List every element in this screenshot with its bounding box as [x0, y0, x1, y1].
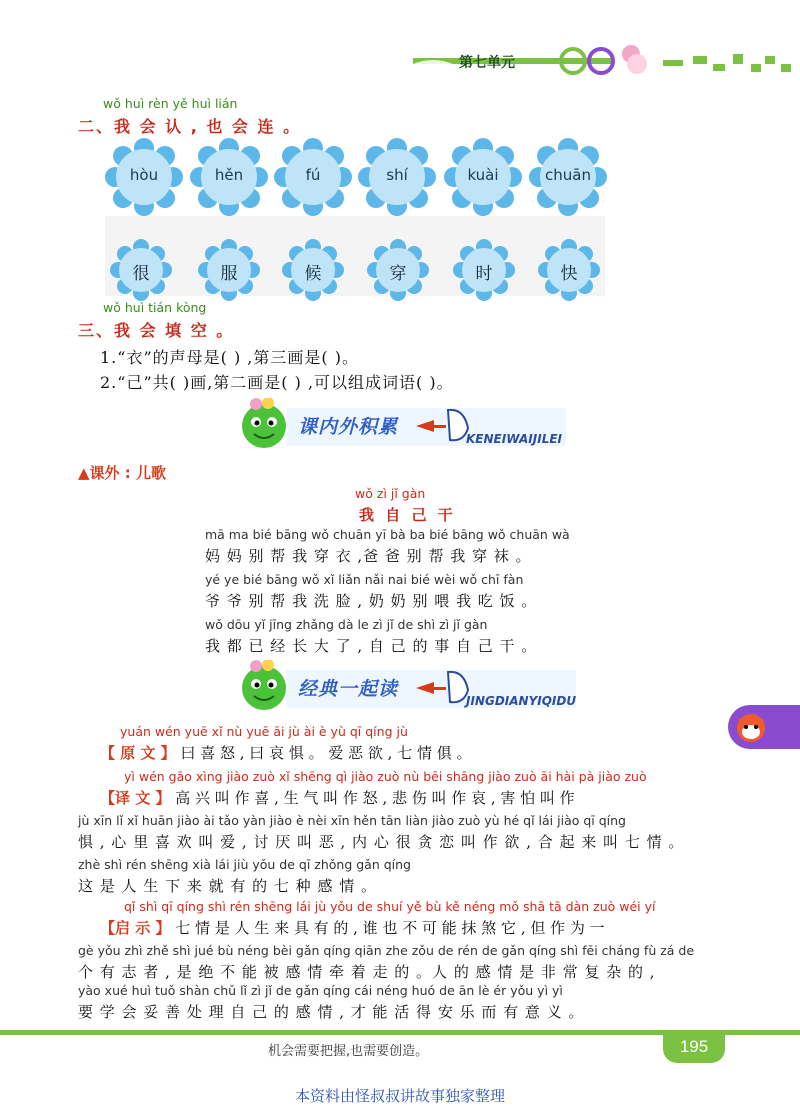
char-label: 时 — [475, 264, 493, 284]
section3-title: 三、我 会 填 空 。 — [78, 321, 235, 340]
poem-title-pinyin: wǒ zì jǐ gàn — [355, 486, 426, 501]
section3-pinyin: wǒ huì tián kòng — [103, 300, 207, 315]
insight-pinyin: qǐ shì qī qíng shì rén shēng lái jù yǒu de shuí yě bù kě néng mǒ shā tā dàn zuò wéi yí — [124, 899, 656, 914]
insight-tag: 【启 示 】 — [100, 919, 171, 937]
pinyin-flower[interactable] — [529, 138, 607, 216]
poem-line: 妈 妈 别 帮 我 穿 衣 ,爸 爸 别 帮 我 穿 袜 。 — [205, 547, 532, 565]
char-label: 候 — [304, 264, 322, 284]
mascot-icon — [242, 398, 286, 448]
connect-area[interactable] — [105, 216, 605, 296]
translation-text: 高 兴 叫 作 喜 , 生 气 叫 作 怒 , 悲 伤 叫 作 哀 , 害 怕 叫 作 — [175, 789, 575, 807]
banner-title: 经典一起读 — [298, 678, 399, 700]
translation-pinyin: zhè shì rén shēng xià lái jiù yǒu de qī zhǒng gǎn qíng — [78, 857, 411, 872]
poem-line: 我 都 已 经 长 大 了 , 自 己 的 事 自 己 干 。 — [205, 637, 538, 655]
original-text: 曰 喜 怒 , 曰 哀 惧 。 爱 恶 欲 , 七 情 俱 。 — [180, 744, 472, 762]
pinyin-label: shí — [386, 166, 408, 184]
pinyin-label: fú — [305, 166, 321, 184]
translation-pinyin: yì wén gāo xìng jiào zuò xǐ shēng qì jiào zuò nù bēi shāng jiào zuò āi hài pà jiào zuò — [124, 769, 647, 784]
char-label: 很 — [132, 264, 150, 284]
section2-pinyin: wǒ huì rèn yě huì lián — [103, 96, 238, 111]
poem-line-pinyin: yé ye bié bāng wǒ xǐ liǎn nǎi nai bié wèi wǒ chī fàn — [205, 572, 524, 587]
char-flower[interactable] — [367, 239, 429, 301]
insight-text: 个 有 志 者 , 是 绝 不 能 被 感 情 牵 着 走 的 。人 的 感 情 是 非 常 复 杂 的 , — [78, 963, 656, 981]
insight-text: 七 情 是 人 生 来 具 有 的 , 谁 也 不 可 能 抹 煞 它 , 但 作 为 一 — [175, 919, 605, 937]
section2-title: 二、我 会 认 , 也 会 连 。 — [78, 117, 302, 136]
question-1: 1.“衣”的声母是( ) ,第三画是( )。 — [100, 348, 359, 367]
original-pinyin: yuán wén yuē xǐ nù yuē āi jù ài è yù qī qíng jù — [120, 724, 408, 739]
char-flower[interactable] — [538, 239, 600, 301]
translation-text: 这 是 人 生 下 来 就 有 的 七 种 感 情 。 — [78, 877, 377, 895]
pinyin-flower[interactable] — [444, 138, 522, 216]
insight-text: 要 学 会 妥 善 处 理 自 己 的 感 情 , 才 能 活 得 安 乐 而 有 意 义 。 — [78, 1003, 585, 1021]
poem-line: 爷 爷 别 帮 我 洗 脸 , 奶 奶 别 喂 我 吃 饭 。 — [205, 592, 538, 610]
banner-subtitle: JINGDIANYIQIDU — [466, 694, 577, 708]
original-block — [100, 742, 472, 763]
poem-title: 我 自 己 干 — [359, 506, 456, 524]
extracurricular-label: ▲课外 : 儿歌 — [78, 464, 166, 482]
char-label: 服 — [220, 264, 238, 284]
pinyin-label: kuài — [467, 166, 499, 184]
char-flower[interactable] — [453, 239, 515, 301]
translation-tag: 【译 文 】 — [100, 789, 171, 807]
fox-icon — [734, 710, 768, 744]
char-label: 快 — [560, 264, 578, 284]
page-number: 195 — [679, 1037, 709, 1056]
insight-pinyin: gè yǒu zhì zhě shì jué bù néng bèi gǎn qíng qiān zhe zǒu de rén de gǎn qíng shì fēi cháng fù zá de — [78, 943, 695, 958]
translation-pinyin: jù xīn lǐ xǐ huān jiào ài tǎo yàn jiào è nèi xīn hěn tān liàn jiào zuò yù hé qǐ lái jiào qī qíng — [78, 813, 626, 828]
char-label: 穿 — [389, 264, 407, 284]
unit-title: 第七单元 — [459, 55, 515, 71]
banner-accumulation — [226, 398, 566, 454]
question-2: 2.“己”共( )画,第二画是( ) ,可以组成词语( )。 — [100, 373, 454, 392]
pinyin-label: chuān — [545, 166, 591, 184]
unit-header — [413, 56, 800, 76]
banner-classic — [226, 660, 576, 716]
pinyin-flower[interactable] — [190, 138, 268, 216]
insight-block — [100, 917, 605, 938]
side-tab — [728, 705, 800, 749]
footer-slogan: 机会需要把握,也需要创造。 — [268, 1044, 429, 1059]
pinyin-label: hěn — [214, 166, 244, 184]
mascot-icon — [242, 660, 286, 710]
translation-block — [100, 787, 575, 808]
banner-title: 课内外积累 — [298, 416, 399, 438]
original-tag: 【 原 文 】 — [100, 744, 176, 762]
pinyin-label: hòu — [129, 166, 159, 184]
pinyin-flower[interactable] — [105, 138, 183, 216]
pinyin-flower[interactable] — [274, 138, 352, 216]
translation-text: 惧 , 心 里 喜 欢 叫 爱 , 讨 厌 叫 恶 , 内 心 很 贪 恋 叫 作 欲 , 合 起 来 叫 七 情 。 — [78, 833, 685, 851]
pinyin-flower[interactable] — [358, 138, 436, 216]
insight-pinyin: yào xué huì tuǒ shàn chǔ lǐ zì jǐ de gǎn qíng cái néng huó de ān lè ér yǒu yì yì — [78, 983, 563, 998]
banner-subtitle: KENEIWAIJILEI — [466, 432, 562, 446]
poem-line-pinyin: wǒ dōu yǐ jīng zhǎng dà le zì jǐ de shì zì jǐ gàn — [205, 617, 488, 632]
char-flower[interactable] — [198, 239, 260, 301]
char-flower[interactable] — [282, 239, 344, 301]
credit-line: 本资料由怪叔叔讲故事独家整理 — [294, 1087, 505, 1105]
poem-line-pinyin: mā ma bié bāng wǒ chuān yī bà ba bié bāng wǒ chuān wà — [205, 527, 570, 542]
char-flower[interactable] — [110, 239, 172, 301]
